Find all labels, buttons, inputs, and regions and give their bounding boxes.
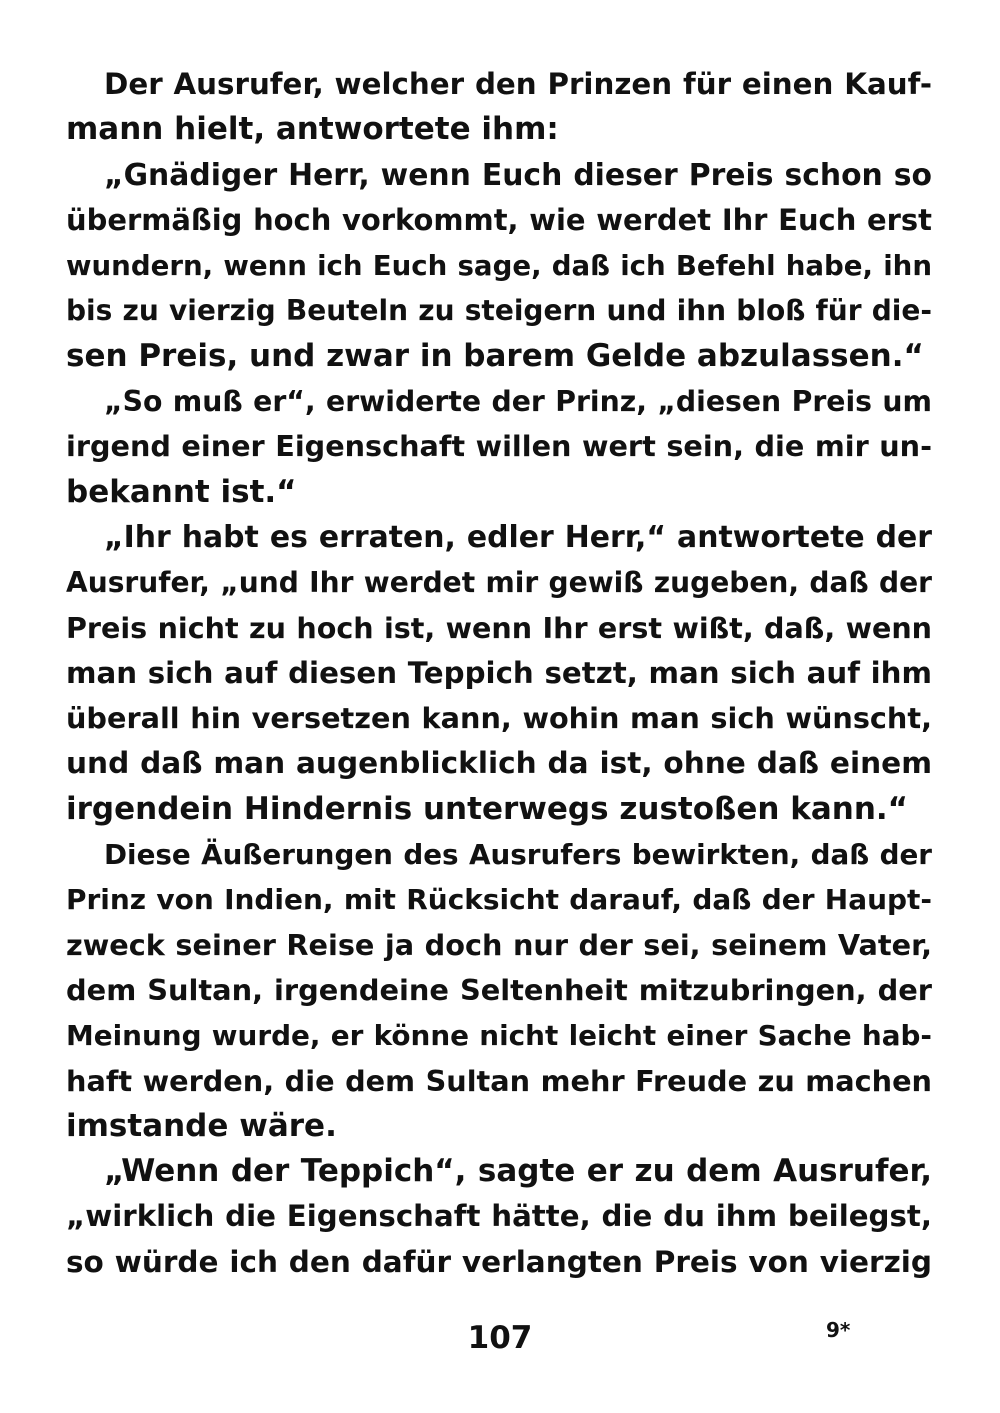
text-line: Meinung wurde, er könne nicht leicht einer Sache hab- bbox=[66, 1019, 932, 1053]
page-number: 107 bbox=[467, 1320, 533, 1356]
text-line: wundern, wenn ich Euch sage, daß ich Befehl habe, ihn bbox=[66, 249, 932, 283]
text-line: und daß man augenblicklich da ist, ohne daß einem bbox=[66, 746, 932, 781]
text-line: „Ihr habt es erraten, edler Herr,“ antwortete der bbox=[104, 519, 932, 555]
text-line: zweck seiner Reise ja doch nur der sei, seinem Vater, bbox=[66, 927, 932, 962]
text-line: Preis nicht zu hoch ist, wenn Ihr erst wißt, daß, wenn bbox=[66, 610, 932, 645]
text-line: Prinz von Indien, mit Rücksicht darauf, daß der Haupt- bbox=[66, 883, 932, 917]
text-line: so würde ich den dafür verlangten Preis von vierzig bbox=[66, 1244, 932, 1279]
text-line: „Wenn der Teppich“, sagte er zu dem Ausrufer, bbox=[104, 1153, 932, 1190]
body-text bbox=[66, 62, 932, 1285]
text-line: irgend einer Eigenschaft willen wert sein, die mir un- bbox=[66, 429, 932, 464]
text-line: sen Preis, und zwar in barem Gelde abzulassen.“ bbox=[66, 337, 924, 374]
text-line: mann hielt, antwortete ihm: bbox=[66, 111, 559, 148]
text-line: Der Ausrufer, welcher den Prinzen für einen Kauf- bbox=[104, 67, 932, 101]
text-line: „Gnädiger Herr, wenn Euch dieser Preis schon so bbox=[104, 157, 932, 193]
signature-mark: 9* bbox=[826, 1318, 851, 1342]
text-line: übermäßig hoch vorkommt, wie werdet Ihr Euch erst bbox=[66, 202, 932, 237]
text-line: Ausrufer, „und Ihr werdet mir gewiß zugeben, daß der bbox=[66, 566, 932, 600]
text-line: bis zu vierzig Beuteln zu steigern und ihn bloß für die- bbox=[66, 294, 932, 328]
text-line: „So muß er“, erwiderte der Prinz, „diesen Preis um bbox=[104, 385, 932, 419]
text-line: haft werden, die dem Sultan mehr Freude zu machen bbox=[66, 1063, 932, 1098]
text-line: Diese Äußerungen des Ausrufers bewirkten, daß der bbox=[104, 838, 932, 872]
text-line: man sich auf diesen Teppich setzt, man sich auf ihm bbox=[66, 655, 932, 690]
text-line: dem Sultan, irgendeine Seltenheit mitzubringen, der bbox=[66, 972, 932, 1007]
text-line: überall hin versetzen kann, wohin man sich wünscht, bbox=[66, 701, 932, 736]
text-line: bekannt ist.“ bbox=[66, 473, 297, 510]
text-line: „wirklich die Eigenschaft hätte, die du ihm beilegst, bbox=[66, 1199, 932, 1234]
text-line: imstande wäre. bbox=[66, 1107, 337, 1144]
text-line: irgendein Hindernis unterwegs zustoßen kann.“ bbox=[66, 790, 909, 827]
